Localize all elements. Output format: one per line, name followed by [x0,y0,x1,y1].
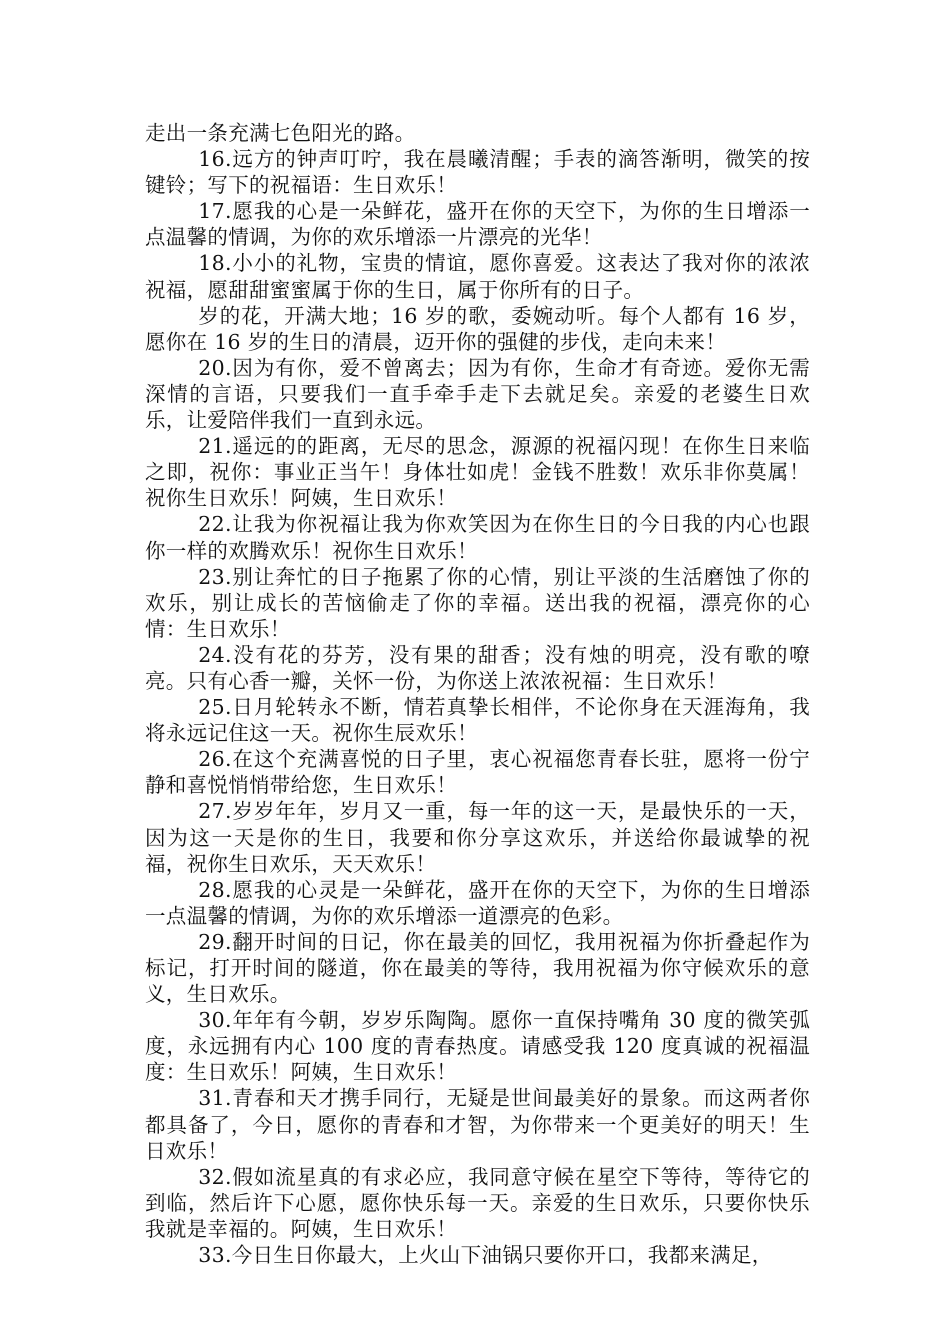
paragraph-26: 26.在这个充满喜悦的日子里，衷心祝福您青春长驻，愿将一份宁静和喜悦悄悄带给您，生日欢乐！ [145,747,810,798]
paragraph-17: 17.愿我的心是一朵鲜花，盛开在你的天空下，为你的生日增添一点温馨的情调，为你的欢乐增添一片漂亮的光华！ [145,199,810,250]
paragraph-21: 21.遥远的的距离，无尽的思念，源源的祝福闪现！在你生日来临之即，祝你：事业正当午！身体壮如虎！金钱不胜数！欢乐非你莫属！祝你生日欢乐！阿姨，生日欢乐！ [145,434,810,511]
paragraph-28: 28.愿我的心灵是一朵鲜花，盛开在你的天空下，为你的生日增添一点温馨的情调，为你的欢乐增添一道漂亮的色彩。 [145,877,810,928]
paragraph-32: 32.假如流星真的有求必应，我同意守候在星空下等待，等待它的到临，然后许下心愿，愿你快乐每一天。亲爱的生日欢乐，只要你快乐我就是幸福的。阿姨，生日欢乐！ [145,1164,810,1241]
paragraph-30: 30.年年有今朝，岁岁乐陶陶。愿你一直保持嘴角 30 度的微笑弧度，永远拥有内心 100 度的青春热度。请感受我 120 度真诚的祝福温度：生日欢乐！阿姨，生日欢乐！ [145,1008,810,1085]
paragraph-18: 18.小小的礼物，宝贵的情谊，愿你喜爱。这表达了我对你的浓浓祝福，愿甜甜蜜蜜属于你的生日，属于你所有的日子。 [145,251,810,302]
paragraph-27: 27.岁岁年年，岁月又一重，每一年的这一天，是最快乐的一天，因为这一天是你的生日，我要和你分享这欢乐，并送给你最诚挚的祝福，祝你生日欢乐，天天欢乐！ [145,799,810,876]
paragraph-24: 24.没有花的芬芳，没有果的甜香；没有烛的明亮，没有歌的嘹亮。只有心香一瓣，关怀一份，为你送上浓浓祝福：生日欢乐！ [145,642,810,693]
document-page [145,120,810,1268]
paragraph-23: 23.别让奔忙的日子拖累了你的心情，别让平淡的生活磨蚀了你的欢乐，别让成长的苦恼偷走了你的幸福。送出我的祝福，漂亮你的心情：生日欢乐！ [145,564,810,641]
paragraph-29: 29.翻开时间的日记，你在最美的回忆，我用祝福为你折叠起作为标记，打开时间的隧道，你在最美的等待，我用祝福为你守候欢乐的意义，生日欢乐。 [145,929,810,1007]
paragraph-20: 20.因为有你，爱不曾离去；因为有你，生命才有奇迹。爱你无需深情的言语，只要我们一直手牵手走下去就足矣。亲爱的老婆生日欢乐，让爱陪伴我们一直到永远。 [145,355,810,433]
paragraph-continuation: 走出一条充满七色阳光的路。 [145,121,416,145]
paragraph-31: 31.青春和天才携手同行，无疑是世间最美好的景象。而这两者你都具备了，今日，愿你的青春和才智，为你带来一个更美好的明天！生日欢乐！ [145,1086,810,1163]
paragraph-25: 25.日月轮转永不断，情若真挚长相伴，不论你身在天涯海角，我将永远记住这一天。祝你生辰欢乐！ [145,695,810,746]
paragraph-33: 33.今日生日你最大，上火山下油锅只要你开口，我都来满足， [198,1243,773,1268]
paragraph-19: 岁的花，开满大地；16 岁的歌，委婉动听。每个人都有 16 岁，愿你在 16 岁的生日的清晨，迈开你的强健的步伐，走向未来！ [145,303,810,354]
paragraph-22: 22.让我为你祝福让我为你欢笑因为在你生日的今日我的内心也跟你一样的欢腾欢乐！祝你生日欢乐！ [145,512,810,563]
paragraph-16: 16.远方的钟声叮咛，我在晨曦清醒；手表的滴答渐明，微笑的按键铃；写下的祝福语：生日欢乐！ [145,147,810,198]
